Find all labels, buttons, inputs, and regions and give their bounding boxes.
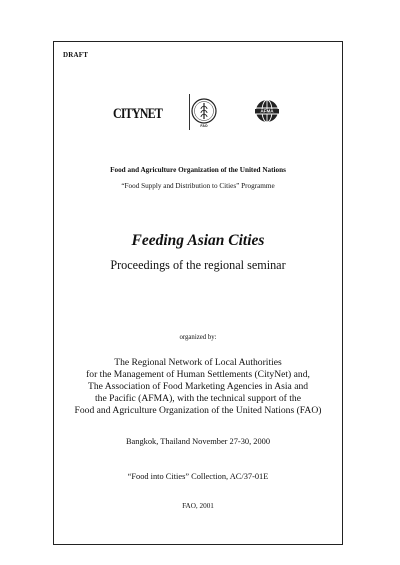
draft-label: DRAFT: [63, 51, 89, 59]
organizer-line: Food and Agriculture Organization of the United Nations (FAO): [74, 405, 322, 416]
publication-footer: FAO, 2001: [182, 502, 214, 510]
programme-name: “Food Supply and Distribution to Cities” Programme: [121, 182, 275, 190]
organizer-line: for the Management of Human Settlements (CityNet) and,: [86, 369, 310, 380]
document-title: Feeding Asian Cities: [131, 232, 265, 249]
fao-logo-icon: [186, 96, 220, 128]
collection-reference: “Food into Cities” Collection, AC/37-01E: [127, 472, 269, 481]
citynet-logo: CITYNET: [113, 104, 163, 122]
organizer-line: The Association of Food Marketing Agencies in Asia and: [87, 381, 309, 392]
fao-logo-text: FAO: [200, 124, 208, 128]
organization-heading: Food and Agriculture Organization of the United Nations: [110, 166, 286, 174]
seminar-location-date: Bangkok, Thailand November 27-30, 2000: [125, 437, 271, 446]
afma-globe-icon: [253, 99, 281, 125]
organized-by-label: organized by:: [179, 334, 217, 341]
organizer-line: the Pacific (AFMA), with the technical support of the: [95, 393, 301, 404]
document-subtitle: Proceedings of the regional seminar: [110, 258, 286, 272]
logo-row: [53, 92, 343, 132]
organizer-line: The Regional Network of Local Authorities: [114, 357, 282, 368]
afma-logo-text: AFMA: [260, 108, 274, 114]
